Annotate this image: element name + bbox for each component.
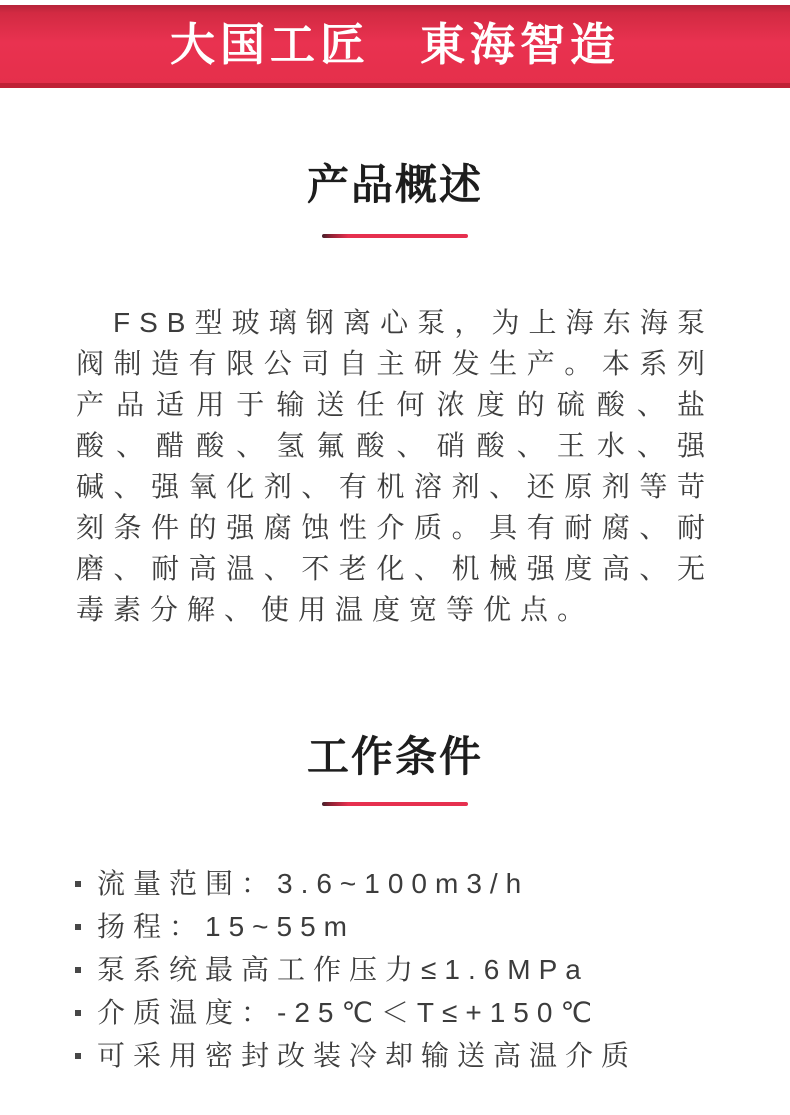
working-conditions-section — [0, 733, 790, 1077]
spec-text-medium-temperature: 介质温度：-25℃＜T≤+150℃ — [97, 997, 600, 1028]
bullet-icon — [75, 881, 81, 887]
working-conditions-title-underline — [322, 802, 468, 806]
spec-text-head: 扬程：15~55m — [97, 911, 355, 942]
spec-text-max-pressure: 泵系统最高工作压力≤1.6MPa — [97, 954, 589, 985]
overview-title-underline — [322, 234, 468, 238]
spec-list — [75, 862, 790, 1077]
list-item — [75, 862, 790, 905]
bullet-icon — [75, 967, 81, 973]
list-item — [75, 948, 790, 991]
bullet-icon — [75, 1053, 81, 1059]
brand-banner — [0, 5, 790, 88]
list-item — [75, 991, 790, 1034]
overview-section — [0, 161, 790, 630]
spec-text-seal-cooling: 可采用密封改装冷却输送高温介质 — [97, 1040, 638, 1071]
working-conditions-section-title: 工作条件 — [306, 733, 483, 780]
list-item — [75, 1034, 790, 1077]
list-item — [75, 905, 790, 948]
overview-paragraph: FSB型玻璃钢离心泵，为上海东海泵阀制造有限公司自主研发生产。本系列产品适用于输送任何浓度的硫酸、盐酸、醋酸、氢氟酸、硝酸、王水、强碱、强氧化剂、有机溶剂、还原剂等苛刻条件的强腐蚀性介质。具有耐腐、耐磨、耐高温、不老化、机械强度高、无毒素分解、使用温度宽等优点。 — [76, 307, 714, 625]
bullet-icon — [75, 1010, 81, 1016]
spec-text-flow-range: 流量范围：3.6~100m3/h — [97, 868, 530, 899]
banner-title: 大国工匠 東海智造 — [169, 18, 620, 70]
overview-section-title: 产品概述 — [306, 161, 483, 208]
bullet-icon — [75, 924, 81, 930]
